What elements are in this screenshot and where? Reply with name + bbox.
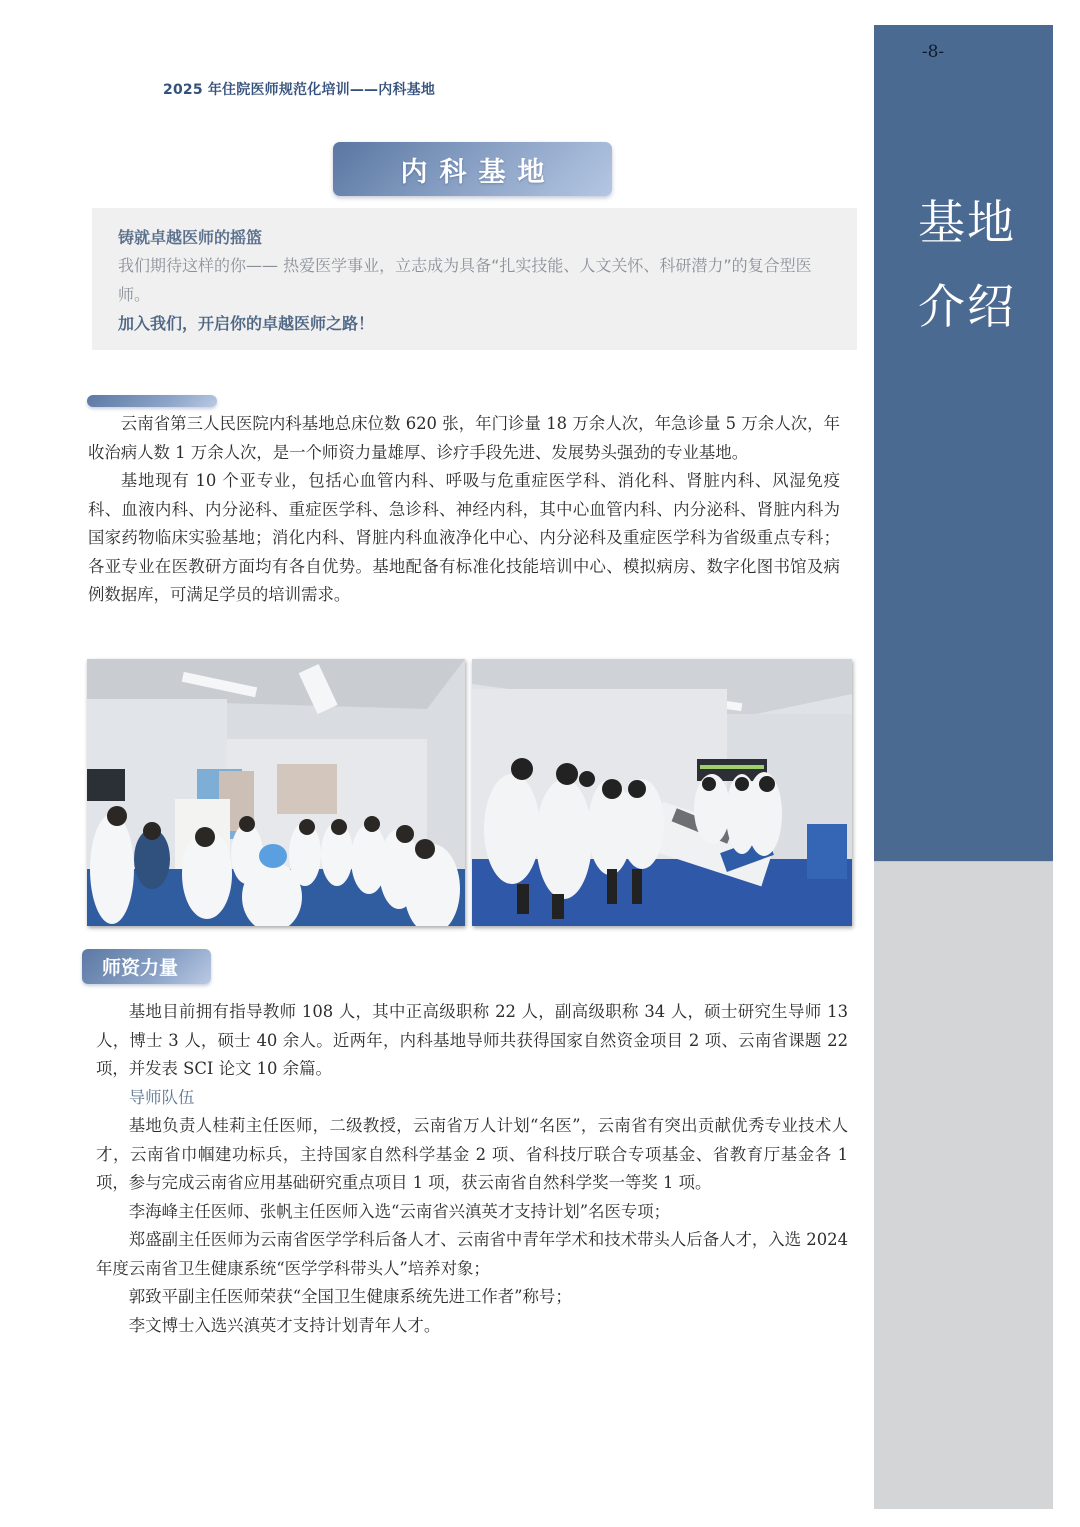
photo-image [87,659,465,926]
intro-body: 我们期待这样的你—— 热爱医学事业，立志成为具备“扎实技能、人文关怀、科研潜力”的复合型医师。 [118,256,812,304]
overview-paragraph: 基地现有 10 个亚专业，包括心血管内科、呼吸与危重症医学科、消化科、肾脏内科、风湿免疫科、血液内科、内分泌科、重症医学科、急诊科、神经内科，其中心血管内科、内分泌科、肾脏内科为国家药物临床实验基地；消化内科、肾脏内科血液净化中心、内分泌科及重症医学科为省级重点专科；各亚专业在医教研方面均有各自优势。基地配备有标准化技能培训中心、模拟病房、数字化图书馆及病例数据库，可满足学员的培训需求。 [88,471,840,604]
overview-paragraph: 云南省第三人民医院内科基地总床位数 620 张，年门诊量 18 万余人次，年急诊量 5 万余人次，年收治病人数 1 万余人次，是一个师资力量雄厚、诊疗手段先进、发展势头强劲的专业基地。 [88,414,840,462]
faculty-member: 郑盛副主任医师为云南省医学学科后备人才、云南省中青年学术和技术带头人后备人才，入选 2024 年度云南省卫生健康系统“医学学科带头人”培养对象； [96,1230,848,1278]
section-tab-label: 师资力量 [102,957,179,979]
page-title-banner [333,142,612,196]
page-title: 内科基地 [400,156,557,188]
faculty-subheading: 导师队伍 [128,1087,195,1107]
faculty-member: 李文博士入选兴滇英才支持计划青年人才。 [128,1315,441,1335]
intro-callout [92,208,857,350]
faculty-member: 李海峰主任医师、张帆主任医师入选“云南省兴滇英才支持计划”名医专项； [128,1201,671,1221]
overview-section [88,410,840,610]
intro-cta: 加入我们，开启你的卓越医师之路！ [118,314,375,333]
faculty-section [96,998,848,1340]
section-tab-overview [87,395,217,407]
sidebar-grey-panel [874,861,1053,1509]
sidebar-title-line2: 介绍 [918,280,1016,335]
photo-image [472,659,852,926]
training-photo-simulation [472,659,852,926]
training-photo-discussion [87,659,465,926]
page-number: -8- [921,42,945,62]
faculty-member: 郭致平副主任医师荣获“全国卫生健康系统先进工作者”称号； [128,1287,572,1306]
section-tab-faculty [82,949,211,984]
sidebar-section-title [918,182,1028,350]
sidebar-blue-panel [874,25,1053,861]
faculty-intro: 基地目前拥有指导教师 108 人，其中正高级职称 22 人，副高级职称 34 人，硕士研究生导师 13 人，博士 3 人，硕士 40 余人。近两年，内科基地导师共获得国家自然资金项目 2 项、云南省课题 22 项，并发表 SCI 论文 10 余篇。 [96,1002,848,1078]
sidebar-title-line1: 基地 [918,196,1016,251]
running-header: 2025 年住院医师规范化培训——内科基地 [163,82,436,98]
faculty-member: 基地负责人桂莉主任医师，二级教授，云南省万人计划“名医”，云南省有突出贡献优秀专业技术人才，云南省巾帼建功标兵，主持国家自然科学基金 2 项、省科技厅联合专项基金、省教育厅基金各 1 项，参与完成云南省应用基础研究重点项目 1 项，获云南省自然科学奖一等奖 1 项。 [96,1116,848,1192]
intro-title: 铸就卓越医师的摇篮 [118,228,263,247]
